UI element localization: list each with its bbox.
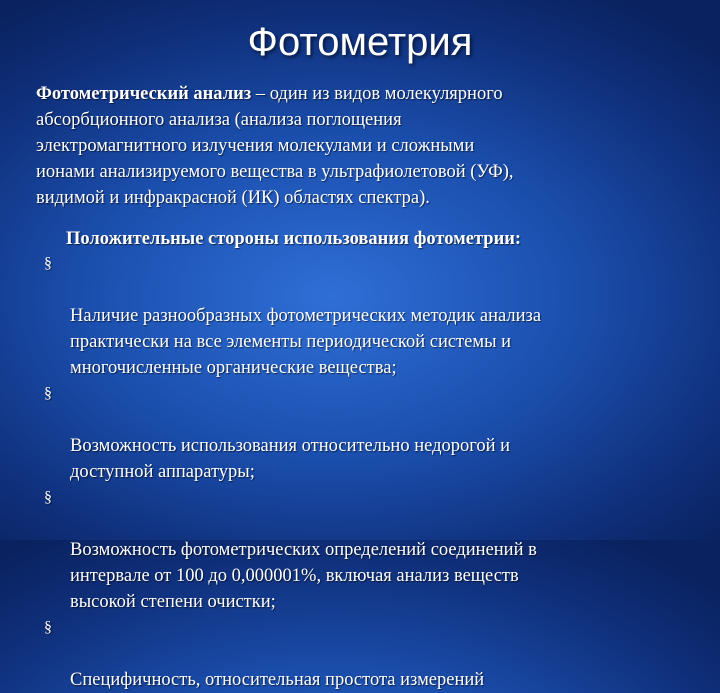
intro-term: Фотометрический анализ <box>36 84 252 104</box>
bullet-list <box>0 251 720 693</box>
section-sign-icon: § <box>44 255 52 272</box>
section-sign-icon: § <box>44 385 52 402</box>
bullet-item <box>0 251 670 381</box>
bullet-item <box>0 485 670 615</box>
intro-paragraph <box>36 81 686 211</box>
positives-heading: Положительные стороны использования фотометрии: <box>66 229 522 249</box>
slide-title: Фотометрия <box>247 20 473 64</box>
bullet-text: Наличие разнообразных фотометрических методик анализа практически на все элементы периодической системы и многочисленные органические вещества; <box>70 306 542 378</box>
bullet-item <box>0 615 670 693</box>
section-sign-icon: § <box>44 619 52 636</box>
bullet-item <box>0 381 670 485</box>
intro-text: – один из видов молекулярного абсорбционного анализа (анализа поглощения электромагнитного излучения молекулами и сложными ионами анализируемого вещества в ультрафиолетовой (УФ), видимой и инфракрасной (ИК) областях спектра). <box>36 84 514 208</box>
bullet-text: Специфичность, относительная простота измерений <box>70 670 485 690</box>
section-sign-icon: § <box>44 489 52 506</box>
bullet-text: Возможность использования относительно недорогой и доступной аппаратуры; <box>70 436 511 482</box>
bullet-text: Возможность фотометрических определений соединений в интервале от 100 до 0,000001%, включая анализ веществ высокой степени очистки; <box>70 540 537 612</box>
